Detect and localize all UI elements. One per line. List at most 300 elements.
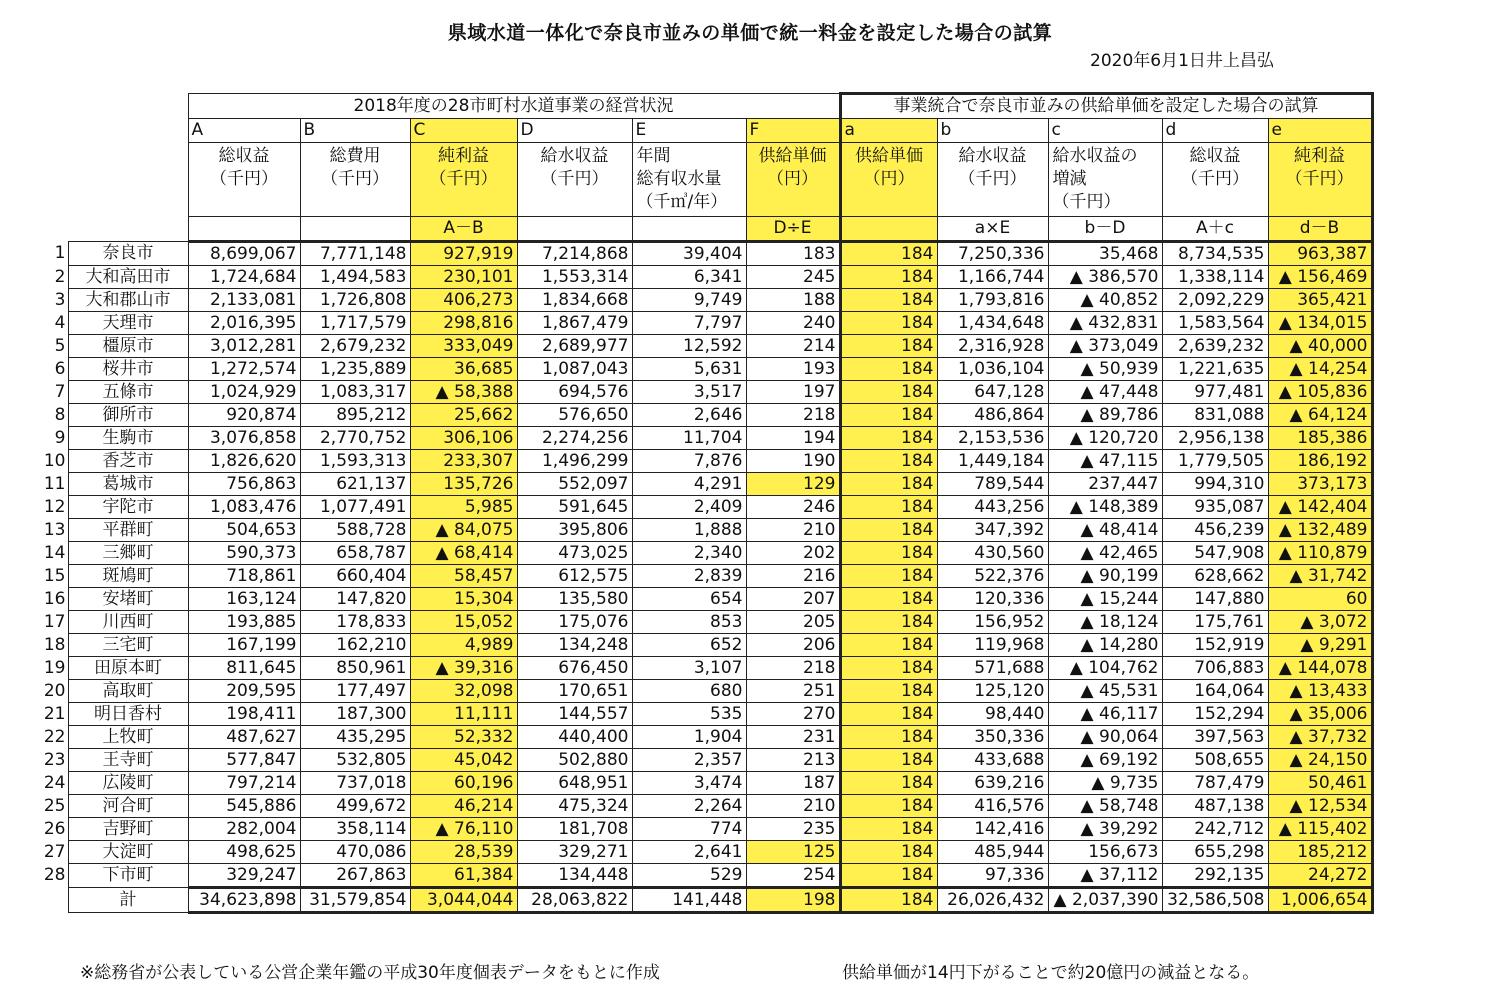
cell-A: 3,076,858 <box>188 427 300 450</box>
page-title: 県域水道一体化で奈良市並みの単価で統一料金を設定した場合の試算 <box>447 22 1053 44</box>
column-letter-c: c <box>1048 119 1162 143</box>
municipality-name: 香芝市 <box>68 450 188 473</box>
cell-e: 50,461 <box>1268 772 1372 795</box>
cell-c: ▲ 89,786 <box>1048 404 1162 427</box>
cell-b: 443,256 <box>937 496 1048 519</box>
cell-b: 485,944 <box>937 841 1048 864</box>
cell-F: 218 <box>746 404 840 427</box>
cell-E: 654 <box>632 588 746 611</box>
cell-e: ▲ 31,742 <box>1268 565 1372 588</box>
column-header-line: （千円） <box>1052 192 1121 212</box>
column-header-B <box>300 143 410 217</box>
cell-b: 1,166,744 <box>937 266 1048 289</box>
cell-A: 1,024,929 <box>188 381 300 404</box>
table-row <box>42 657 1372 680</box>
cell-D: 329,271 <box>517 841 632 864</box>
municipality-name: 御所市 <box>68 404 188 427</box>
row-number: 12 <box>43 496 66 517</box>
column-header-line: 総収益 <box>1189 146 1241 166</box>
cell-c: ▲ 104,762 <box>1048 657 1162 680</box>
cell-C: ▲ 68,414 <box>410 542 517 565</box>
cell-c: ▲ 42,465 <box>1048 542 1162 565</box>
column-header-line: （千円） <box>1285 169 1354 189</box>
cell-c: ▲ 37,112 <box>1048 864 1162 888</box>
row-number: 25 <box>43 795 66 816</box>
row-number: 3 <box>54 289 66 310</box>
cell-A: 1,724,684 <box>188 266 300 289</box>
cell-e: 963,387 <box>1268 242 1372 266</box>
cell-D: 134,448 <box>517 864 632 888</box>
cell-b: 119,968 <box>937 634 1048 657</box>
total-a: 184 <box>840 888 937 913</box>
cell-A: 1,272,574 <box>188 358 300 381</box>
cell-D: 144,557 <box>517 703 632 726</box>
cell-c: 237,447 <box>1048 473 1162 496</box>
cell-B: 737,018 <box>300 772 410 795</box>
cell-B: 1,593,313 <box>300 450 410 473</box>
cell-F: 240 <box>746 312 840 335</box>
cell-a: 184 <box>840 657 937 680</box>
cell-C: 15,052 <box>410 611 517 634</box>
total-F: 198 <box>746 888 840 913</box>
row-number <box>42 888 68 913</box>
cell-D: 440,400 <box>517 726 632 749</box>
table-row <box>42 749 1372 772</box>
column-letter-A: A <box>188 119 300 143</box>
cell-b: 142,416 <box>937 818 1048 841</box>
cell-e: ▲ 3,072 <box>1268 611 1372 634</box>
cell-B: 658,787 <box>300 542 410 565</box>
row-number: 11 <box>43 473 66 494</box>
cell-e: ▲ 37,732 <box>1268 726 1372 749</box>
cell-a: 184 <box>840 358 937 381</box>
cell-b: 2,153,536 <box>937 427 1048 450</box>
corner-blank <box>68 119 188 143</box>
corner-blank <box>42 143 68 217</box>
column-header-line: 総有収水量 <box>636 169 722 189</box>
corner-blank <box>68 94 188 119</box>
total-label: 計 <box>68 888 188 913</box>
cell-D: 1,834,668 <box>517 289 632 312</box>
column-header-line: 供給単価 <box>855 146 923 166</box>
cell-b: 486,864 <box>937 404 1048 427</box>
cell-A: 504,653 <box>188 519 300 542</box>
cell-C: 45,042 <box>410 749 517 772</box>
cell-C: 15,304 <box>410 588 517 611</box>
row-number: 26 <box>43 818 66 839</box>
cell-b: 125,120 <box>937 680 1048 703</box>
cell-c: ▲ 39,292 <box>1048 818 1162 841</box>
cell-F: 213 <box>746 749 840 772</box>
cell-a: 184 <box>840 749 937 772</box>
cell-E: 5,631 <box>632 358 746 381</box>
cell-A: 920,874 <box>188 404 300 427</box>
cell-E: 2,646 <box>632 404 746 427</box>
cell-d: 977,481 <box>1162 381 1268 404</box>
table-row <box>42 312 1372 335</box>
cell-F: 202 <box>746 542 840 565</box>
formula-d: A＋c <box>1162 217 1268 242</box>
row-number: 4 <box>54 312 66 333</box>
row-number: 18 <box>43 634 66 655</box>
cell-B: 435,295 <box>300 726 410 749</box>
corner-blank <box>68 143 188 217</box>
row-number: 14 <box>43 542 66 563</box>
cell-C: 36,685 <box>410 358 517 381</box>
table-row <box>42 427 1372 450</box>
cell-C: 60,196 <box>410 772 517 795</box>
table-row <box>42 864 1372 888</box>
cell-e: ▲ 35,006 <box>1268 703 1372 726</box>
cell-D: 502,880 <box>517 749 632 772</box>
column-letter-e: e <box>1268 119 1372 143</box>
cell-A: 3,012,281 <box>188 335 300 358</box>
cell-A: 198,411 <box>188 703 300 726</box>
cell-a: 184 <box>840 404 937 427</box>
row-number: 27 <box>43 841 66 862</box>
cell-D: 694,576 <box>517 381 632 404</box>
cell-b: 2,316,928 <box>937 335 1048 358</box>
column-letter-D: D <box>517 119 632 143</box>
column-header-F <box>746 143 840 217</box>
table-row <box>42 242 1372 266</box>
column-header-line: （円） <box>863 169 915 189</box>
corner-blank <box>68 217 188 242</box>
municipality-name: 広陵町 <box>68 772 188 795</box>
cell-a: 184 <box>840 312 937 335</box>
row-number: 9 <box>54 427 66 448</box>
cell-e: ▲ 144,078 <box>1268 657 1372 680</box>
municipality-name: 生駒市 <box>68 427 188 450</box>
cell-C: 46,214 <box>410 795 517 818</box>
column-letter-a: a <box>840 119 937 143</box>
column-header-line: （千㎥/年） <box>636 192 728 212</box>
row-number: 1 <box>54 243 66 263</box>
municipality-name: 橿原市 <box>68 335 188 358</box>
cell-A: 167,199 <box>188 634 300 657</box>
cell-a: 184 <box>840 381 937 404</box>
cell-a: 184 <box>840 473 937 496</box>
column-letter-B: B <box>300 119 410 143</box>
cell-A: 2,016,395 <box>188 312 300 335</box>
column-header-line: （千円） <box>958 169 1027 189</box>
formula-e: d－B <box>1268 217 1372 242</box>
cell-e: ▲ 156,469 <box>1268 266 1372 289</box>
cell-B: 177,497 <box>300 680 410 703</box>
cell-C: 333,049 <box>410 335 517 358</box>
municipality-name: 斑鳩町 <box>68 565 188 588</box>
cell-e: 373,173 <box>1268 473 1372 496</box>
cell-b: 1,449,184 <box>937 450 1048 473</box>
table-row <box>42 266 1372 289</box>
cell-E: 12,592 <box>632 335 746 358</box>
cell-A: 2,133,081 <box>188 289 300 312</box>
cell-c: ▲ 120,720 <box>1048 427 1162 450</box>
cell-F: 190 <box>746 450 840 473</box>
formula-b: a×E <box>937 217 1048 242</box>
cell-d: 8,734,535 <box>1162 242 1268 266</box>
cell-d: 831,088 <box>1162 404 1268 427</box>
column-header-E <box>632 143 746 217</box>
formula-A <box>188 217 300 242</box>
cell-F: 193 <box>746 358 840 381</box>
cell-F: 218 <box>746 657 840 680</box>
cell-A: 756,863 <box>188 473 300 496</box>
column-header-line: （千円） <box>321 169 389 189</box>
cell-e: ▲ 110,879 <box>1268 542 1372 565</box>
cell-d: 628,662 <box>1162 565 1268 588</box>
cell-F: 207 <box>746 588 840 611</box>
cell-F: 245 <box>746 266 840 289</box>
cell-E: 4,291 <box>632 473 746 496</box>
cell-c: ▲ 432,831 <box>1048 312 1162 335</box>
cell-d: 1,779,505 <box>1162 450 1268 473</box>
cell-B: 895,212 <box>300 404 410 427</box>
column-header-line: （円） <box>767 169 818 189</box>
cell-a: 184 <box>840 542 937 565</box>
cell-e: ▲ 24,150 <box>1268 749 1372 772</box>
column-header-line: 総収益 <box>218 146 270 166</box>
cell-A: 811,645 <box>188 657 300 680</box>
cell-d: 456,239 <box>1162 519 1268 542</box>
table-row <box>42 703 1372 726</box>
cell-A: 1,826,620 <box>188 450 300 473</box>
cell-D: 552,097 <box>517 473 632 496</box>
cell-b: 120,336 <box>937 588 1048 611</box>
table-row <box>42 404 1372 427</box>
cell-C: ▲ 58,388 <box>410 381 517 404</box>
cell-a: 184 <box>840 519 937 542</box>
cell-c: 35,468 <box>1048 242 1162 266</box>
column-letter-F: F <box>746 119 840 143</box>
column-header-line: 年間 <box>636 146 671 166</box>
cell-b: 433,688 <box>937 749 1048 772</box>
table-row <box>42 519 1372 542</box>
municipality-name: 河合町 <box>68 795 188 818</box>
cell-A: 8,699,067 <box>188 242 300 266</box>
cell-d: 2,092,229 <box>1162 289 1268 312</box>
cell-B: 358,114 <box>300 818 410 841</box>
cell-B: 850,961 <box>300 657 410 680</box>
municipality-name: 下市町 <box>68 864 188 888</box>
cell-F: 210 <box>746 795 840 818</box>
cell-a: 184 <box>840 634 937 657</box>
cell-d: 242,712 <box>1162 818 1268 841</box>
cell-a: 184 <box>840 242 937 266</box>
cell-d: 2,956,138 <box>1162 427 1268 450</box>
cell-d: 152,919 <box>1162 634 1268 657</box>
table-row <box>42 289 1372 312</box>
municipality-name: 大和高田市 <box>68 266 188 289</box>
cell-b: 7,250,336 <box>937 242 1048 266</box>
corner-blank <box>42 119 68 143</box>
cell-e: ▲ 14,254 <box>1268 358 1372 381</box>
source-note: ※総務省が公表している公営企業年鑑の平成30年度個表データをもとに作成 <box>80 963 660 983</box>
column-header-line: 純利益 <box>1294 146 1345 166</box>
total-d: 32,586,508 <box>1162 888 1268 913</box>
cell-b: 647,128 <box>937 381 1048 404</box>
row-number: 13 <box>43 519 66 540</box>
cell-F: 125 <box>746 841 840 864</box>
cell-a: 184 <box>840 795 937 818</box>
cell-b: 789,544 <box>937 473 1048 496</box>
cell-b: 1,036,104 <box>937 358 1048 381</box>
cell-B: 1,726,808 <box>300 289 410 312</box>
cell-c: ▲ 47,448 <box>1048 381 1162 404</box>
cell-B: 621,137 <box>300 473 410 496</box>
total-D: 28,063,822 <box>517 888 632 913</box>
cell-E: 2,340 <box>632 542 746 565</box>
cell-c: ▲ 386,570 <box>1048 266 1162 289</box>
table-row <box>42 611 1372 634</box>
total-E: 141,448 <box>632 888 746 913</box>
cell-B: 2,770,752 <box>300 427 410 450</box>
row-number: 5 <box>54 335 66 356</box>
table-row <box>42 473 1372 496</box>
table-row <box>42 358 1372 381</box>
cell-e: 60 <box>1268 588 1372 611</box>
cell-d: 1,583,564 <box>1162 312 1268 335</box>
cell-d: 147,880 <box>1162 588 1268 611</box>
cell-B: 267,863 <box>300 864 410 888</box>
cell-B: 2,679,232 <box>300 335 410 358</box>
cell-D: 7,214,868 <box>517 242 632 266</box>
cell-D: 576,650 <box>517 404 632 427</box>
cell-B: 1,494,583 <box>300 266 410 289</box>
cell-D: 1,496,299 <box>517 450 632 473</box>
formula-F: D÷E <box>746 217 840 242</box>
cell-b: 98,440 <box>937 703 1048 726</box>
cell-b: 97,336 <box>937 864 1048 888</box>
cell-d: 175,761 <box>1162 611 1268 634</box>
cell-C: 28,539 <box>410 841 517 864</box>
municipality-name: 宇陀市 <box>68 496 188 519</box>
column-header-c <box>1048 143 1162 217</box>
row-number: 8 <box>54 404 66 425</box>
cell-F: 183 <box>746 242 840 266</box>
cell-d: 487,138 <box>1162 795 1268 818</box>
cell-F: 188 <box>746 289 840 312</box>
row-number: 16 <box>43 588 66 609</box>
cell-d: 547,908 <box>1162 542 1268 565</box>
cell-b: 347,392 <box>937 519 1048 542</box>
row-number: 20 <box>43 680 66 701</box>
cell-d: 994,310 <box>1162 473 1268 496</box>
table-row <box>42 841 1372 864</box>
cell-a: 184 <box>840 427 937 450</box>
cell-a: 184 <box>840 565 937 588</box>
cell-a: 184 <box>840 726 937 749</box>
cell-F: 197 <box>746 381 840 404</box>
municipality-name: 大淀町 <box>68 841 188 864</box>
cell-d: 1,338,114 <box>1162 266 1268 289</box>
cell-e: ▲ 132,489 <box>1268 519 1372 542</box>
cell-a: 184 <box>840 588 937 611</box>
water-utility-table <box>42 92 1374 914</box>
table-row <box>42 795 1372 818</box>
row-number: 28 <box>43 865 66 885</box>
cell-a: 184 <box>840 841 937 864</box>
cell-d: 508,655 <box>1162 749 1268 772</box>
cell-c: ▲ 50,939 <box>1048 358 1162 381</box>
cell-C: 406,273 <box>410 289 517 312</box>
column-letter-d: d <box>1162 119 1268 143</box>
cell-D: 2,689,977 <box>517 335 632 358</box>
cell-E: 853 <box>632 611 746 634</box>
cell-E: 774 <box>632 818 746 841</box>
cell-E: 2,839 <box>632 565 746 588</box>
column-header-line: 給水収益 <box>958 146 1027 166</box>
cell-e: ▲ 115,402 <box>1268 818 1372 841</box>
cell-E: 7,876 <box>632 450 746 473</box>
cell-E: 6,341 <box>632 266 746 289</box>
formula-E <box>632 217 746 242</box>
column-header-d <box>1162 143 1268 217</box>
cell-F: 251 <box>746 680 840 703</box>
cell-d: 1,221,635 <box>1162 358 1268 381</box>
group-header-2018: 2018年度の28市町村水道事業の経営状況 <box>188 94 840 119</box>
cell-F: 270 <box>746 703 840 726</box>
cell-F: 194 <box>746 427 840 450</box>
cell-B: 178,833 <box>300 611 410 634</box>
municipality-name: 三郷町 <box>68 542 188 565</box>
municipality-name: 吉野町 <box>68 818 188 841</box>
cell-C: ▲ 84,075 <box>410 519 517 542</box>
cell-E: 652 <box>632 634 746 657</box>
cell-A: 209,595 <box>188 680 300 703</box>
cell-b: 1,793,816 <box>937 289 1048 312</box>
column-header-D <box>517 143 632 217</box>
cell-e: 185,212 <box>1268 841 1372 864</box>
cell-d: 935,087 <box>1162 496 1268 519</box>
cell-e: 365,421 <box>1268 289 1372 312</box>
cell-A: 487,627 <box>188 726 300 749</box>
cell-D: 1,553,314 <box>517 266 632 289</box>
cell-c: ▲ 45,531 <box>1048 680 1162 703</box>
cell-a: 184 <box>840 680 937 703</box>
cell-e: ▲ 12,534 <box>1268 795 1372 818</box>
cell-A: 329,247 <box>188 864 300 888</box>
table-row <box>42 565 1372 588</box>
cell-A: 282,004 <box>188 818 300 841</box>
column-header-a <box>840 143 937 217</box>
cell-E: 9,749 <box>632 289 746 312</box>
cell-d: 787,479 <box>1162 772 1268 795</box>
cell-b: 571,688 <box>937 657 1048 680</box>
row-number: 23 <box>43 749 66 770</box>
cell-E: 2,641 <box>632 841 746 864</box>
municipality-name: 王寺町 <box>68 749 188 772</box>
cell-e: ▲ 134,015 <box>1268 312 1372 335</box>
cell-e: ▲ 40,000 <box>1268 335 1372 358</box>
table-row <box>42 450 1372 473</box>
municipality-name: 川西町 <box>68 611 188 634</box>
cell-A: 590,373 <box>188 542 300 565</box>
cell-b: 416,576 <box>937 795 1048 818</box>
column-header-line: 給水収益の <box>1052 146 1138 166</box>
cell-A: 797,214 <box>188 772 300 795</box>
cell-E: 535 <box>632 703 746 726</box>
cell-C: 52,332 <box>410 726 517 749</box>
municipality-name: 上牧町 <box>68 726 188 749</box>
cell-b: 156,952 <box>937 611 1048 634</box>
date-author: 2020年6月1日井上昌弘 <box>1090 51 1274 71</box>
cell-c: ▲ 14,280 <box>1048 634 1162 657</box>
cell-d: 164,064 <box>1162 680 1268 703</box>
cell-F: 187 <box>746 772 840 795</box>
cell-d: 706,883 <box>1162 657 1268 680</box>
cell-c: ▲ 58,748 <box>1048 795 1162 818</box>
